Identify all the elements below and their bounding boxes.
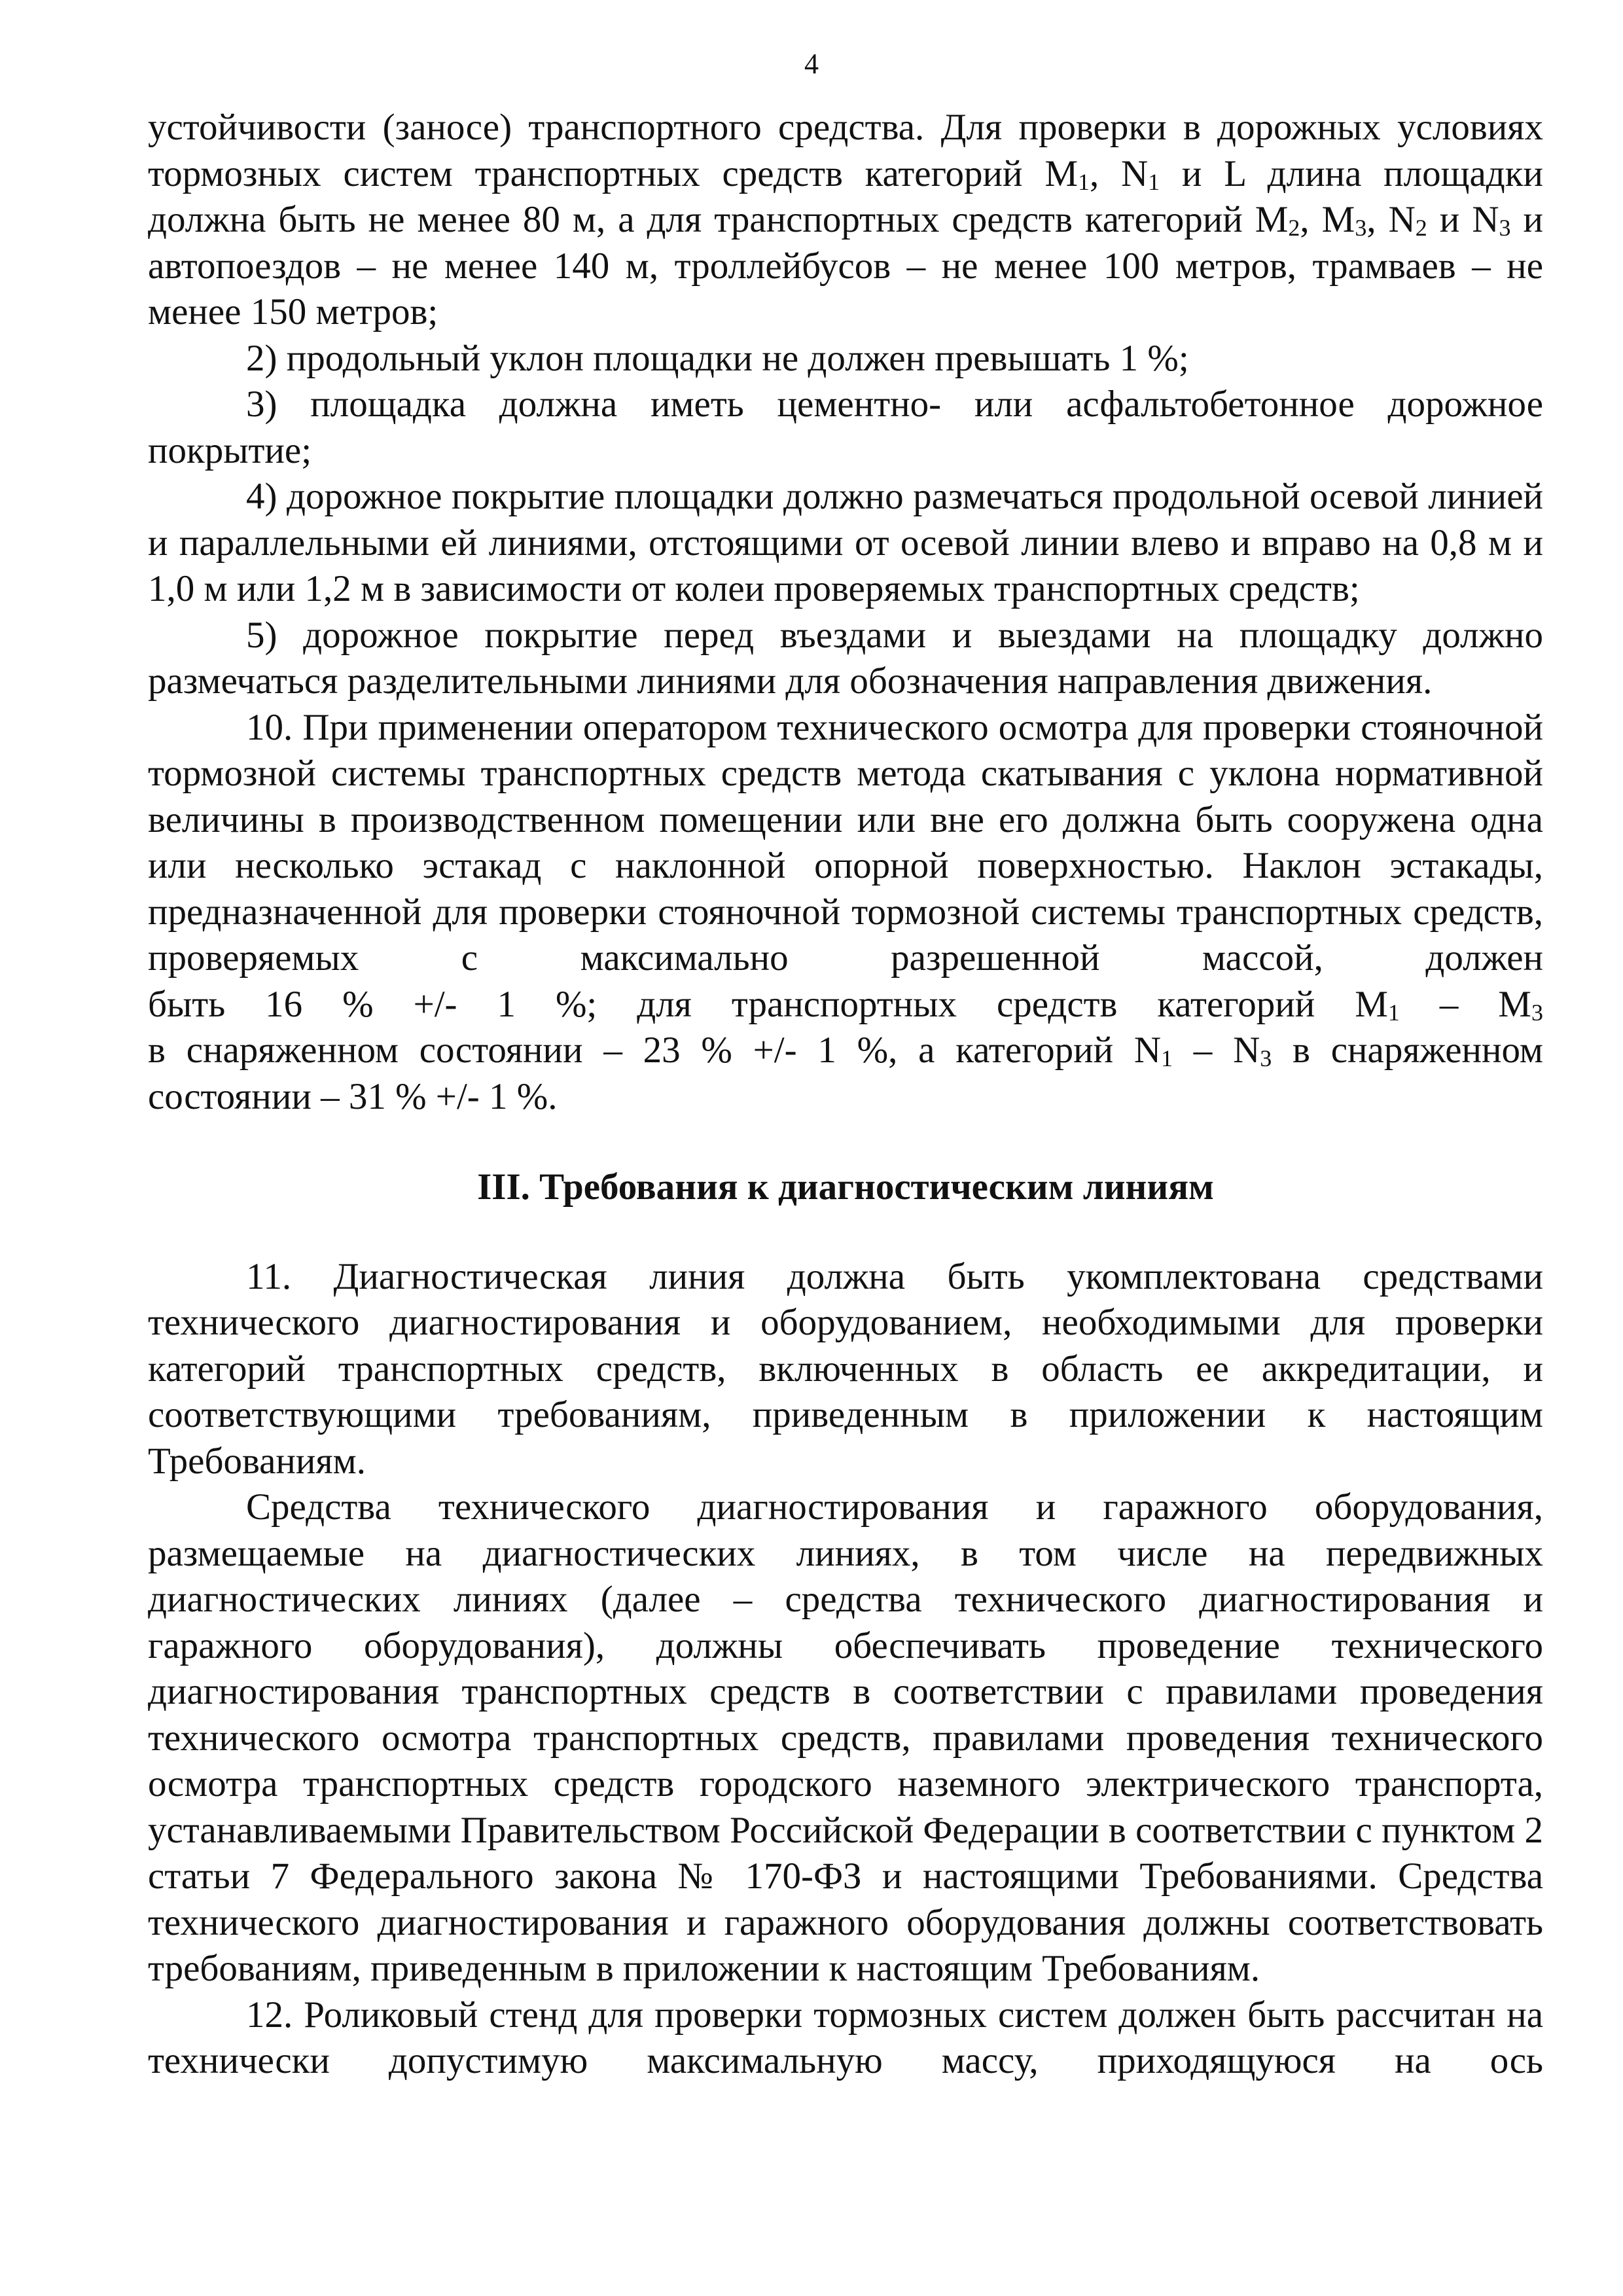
paragraph-line: менее 150 метров;: [148, 291, 438, 332]
paragraph-line: должна быть не менее 80 м, а для транспортных средств категорий $M_2$, $M_3$, $N_2$ и $N_3$ и: [148, 199, 1543, 241]
page-number: 4: [804, 48, 819, 80]
paragraph-10-main: 10. При применении оператором технического осмотра для проверки стояночной тормозной системы транспортных средств метода скатывания с уклона нормативной величины в производственном помещении или вне его должна быть сооружена одна или несколько эстакад с наклонной опорной поверхностью. Наклон эстакады, предназначенной для проверки стояночной тормозной системы транспортных средств, проверяемых с максимально разрешенной массой, должен: [148, 706, 1543, 978]
list-item-3: 3) площадка должна иметь цементно- или асфальтобетонное дорожное покрытие;: [148, 384, 1543, 471]
list-item-5: 5) дорожное покрытие перед въездами и выездами на площадку должно размечаться разделительными линиями для обозначения направления движения.: [148, 614, 1543, 702]
document-body: [148, 105, 1543, 2085]
paragraph-line: быть 16 % +/- 1 %; для транспортных средств категорий $M_1 - M_3$: [148, 983, 1543, 1026]
paragraph-12: 12. Роликовый стенд для проверки тормозных систем должен быть рассчитан на технически допустимую максимальную массу, приходящуюся на ось: [148, 1994, 1543, 2081]
paragraph-diagnostic-means: Средства технического диагностирования и гаражного оборудования, размещаемые на диагностических линиях, в том числе на передвижных диагностических линиях (далее – средства технического диагностирования и гаражного оборудования), должны обеспечивать проведение технического диагностирования транспортных средств в соответствии с правилами проведения технического осмотра транспортных средств, правилами проведения технического осмотра транспортных средств городского наземного электрического транспорта, устанавливаемыми Правительством Российской Федерации в соответствии с пунктом 2 статьи 7 Федерального закона № 170-ФЗ и настоящими Требованиями. Средства технического диагностирования и гаражного оборудования должны соответствовать требованиям, приведенным в приложении к настоящим Требованиям.: [148, 1486, 1543, 1989]
list-item-4: 4) дорожное покрытие площадки должно размечаться продольной осевой линией и параллельными ей линиями, отстоящими от осевой линии влево и вправо на 0,8 м и 1,0 м или 1,2 м в зависимости от колеи проверяемых транспортных средств;: [148, 476, 1543, 609]
paragraph-line: устойчивости (заносе) транспортного средства. Для проверки в дорожных условиях: [148, 107, 1543, 148]
paragraph-line: автопоездов – не менее 140 м, троллейбусов – не менее 100 метров, трамваев – не: [148, 245, 1543, 287]
continuation-paragraph: [148, 105, 1543, 336]
list-item-2: 2) продольный уклон площадки не должен превышать 1 %;: [246, 337, 1189, 379]
paragraph-line: состоянии – 31 % +/- 1 %.: [148, 1075, 558, 1117]
paragraph-line: тормозных систем транспортных средств категорий $M_1$, $N_1$ и L длина площадки: [148, 152, 1543, 195]
paragraph-10: [148, 705, 1543, 1121]
paragraph-11: 11. Диагностическая линия должна быть укомплектована средствами технического диагностирования и оборудованием, необходимыми для проверки категорий транспортных средств, включенных в область ее аккредитации, и соответствующими требованиям, приведенным в приложении к настоящим Требованиям.: [148, 1255, 1543, 1482]
paragraph-line: в снаряженном состоянии – 23 % +/- 1 %, а категорий $N_1 - N_3$ в снаряженном: [148, 1030, 1543, 1071]
section-heading: III. Требования к диагностическим линиям: [477, 1166, 1214, 1208]
